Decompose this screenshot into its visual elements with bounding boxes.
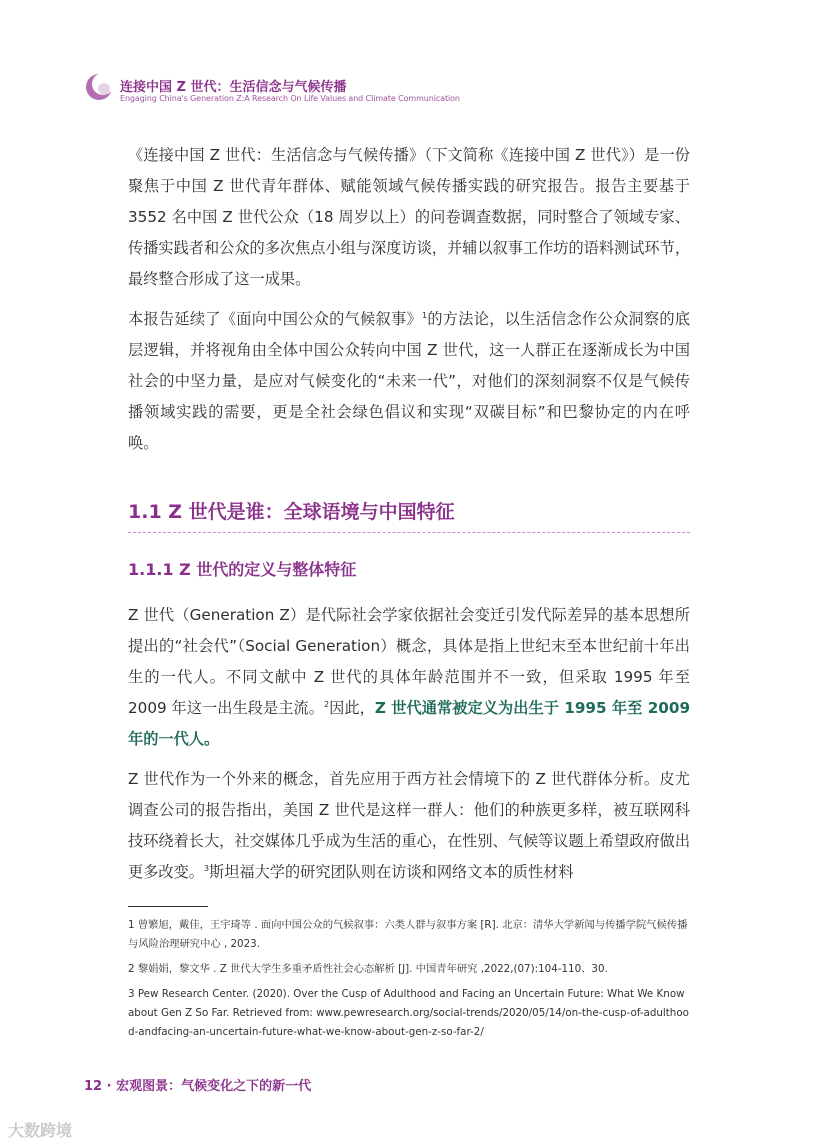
paragraph-western [128, 764, 690, 888]
main-content [128, 140, 690, 897]
footnote-divider [128, 906, 208, 907]
text-span: Z 世代（Generation Z）是代际社会学家依据社会变迁引发代际差异的基本思想所提出的“社会代”（Social Generation）概念，具体是指上世纪末至本世纪前十年出生的一代人。不同文献中 Z 世代的具体年龄范围并不一致，但采取 1995 年至 2009 年这一出生段是主流。 [128, 606, 690, 717]
text-span: 本报告延续了《面向中国公众的气候叙事》 [128, 310, 422, 328]
text-span: 因此， [329, 699, 375, 717]
footnote-ref-3[interactable]: 3 [203, 863, 210, 873]
paragraph-method [128, 304, 690, 459]
page-header [84, 70, 724, 110]
paragraph-intro: 《连接中国 Z 世代：生活信念与气候传播》（下文简称《连接中国 Z 世代》）是一份聚焦于中国 Z 世代青年群体、赋能领域气候传播实践的研究报告。报告主要基于 3552 名中国 Z 世代公众（18 周岁以上）的问卷调查数据，同时整合了领域专家、传播实践者和公众的多次焦点小组与深度访谈，并辅以叙事工作坊的语料测试环节，最终整合形成了这一成果。 [128, 146, 690, 288]
section-heading: 1.1 Z 世代是谁：全球语境与中国特征 [128, 497, 690, 533]
subsection-heading: 1.1.1 Z 世代的定义与整体特征 [128, 560, 357, 579]
footnotes [128, 916, 690, 1048]
footnote-ref-1[interactable]: 1 [421, 310, 428, 320]
page-footer: 12 · 宏观图景：气候变化之下的新一代 [84, 1079, 312, 1094]
paragraph-definition [128, 600, 690, 755]
header-subtitle: Engaging China's Generation Z:A Research On Life Values and Climate Communication [120, 94, 460, 103]
crescent-logo-icon [84, 72, 114, 102]
watermark: 大数跨境 [8, 1121, 73, 1140]
text-span: 的方法论，以生活信念作公众洞察的底层逻辑，并将视角由全体中国公众转向中国 Z 世代，这一人群正在逐渐成长为中国社会的中坚力量，是应对气候变化的“未来一代”，对他们的深刻洞察不仅是气候传播领域实践的需要，更是全社会绿色倡议和实现“双碳目标”和巴黎协定的内在呼唤。 [128, 310, 691, 452]
footnote-3: 3 Pew Research Center. (2020). Over the Cusp of Adulthood and Facing an Uncertain Future: What We Know about Gen Z So Far. Retrieved from: www.pewresearch.org/social-trends/2020/05/14/on-the-cusp-of-adulthood-andfacing-an-uncertain-future-what-we-know-about-gen-z-so-far-2/ [128, 988, 689, 1038]
text-span: 斯坦福大学的研究团队则在访谈和网络文本的质性材料 [209, 863, 574, 881]
footnote-ref-2[interactable]: 2 [324, 699, 330, 709]
text-span: Z 世代作为一个外来的概念，首先应用于西方社会情境下的 Z 世代群体分析。皮尤调查公司的报告指出，美国 Z 世代是这样一群人：他们的种族更多样，被互联网科技环绕着长大，社交媒体几乎成为生活的重心，在性别、气候等议题上希望政府做出更多改变。 [128, 770, 690, 881]
highlight-definition: Z 世代通常被定义为出生于 1995 年至 2009 年的一代人。 [128, 699, 691, 748]
footnote-1: 1 曾繁旭，戴佳，王宇琦等 . 面向中国公众的气候叙事：六类人群与叙事方案 [R]. 北京：清华大学新闻与传播学院气候传播与风险治理研究中心 , 2023. [128, 919, 688, 950]
header-title: 连接中国 Z 世代：生活信念与气候传播 [120, 80, 347, 95]
footnote-2: 2 黎娟娟，黎文华 . Z 世代大学生多重矛盾性社会心态解析 [J]. 中国青年研究 ,2022,(07):104-110、30. [128, 963, 608, 975]
